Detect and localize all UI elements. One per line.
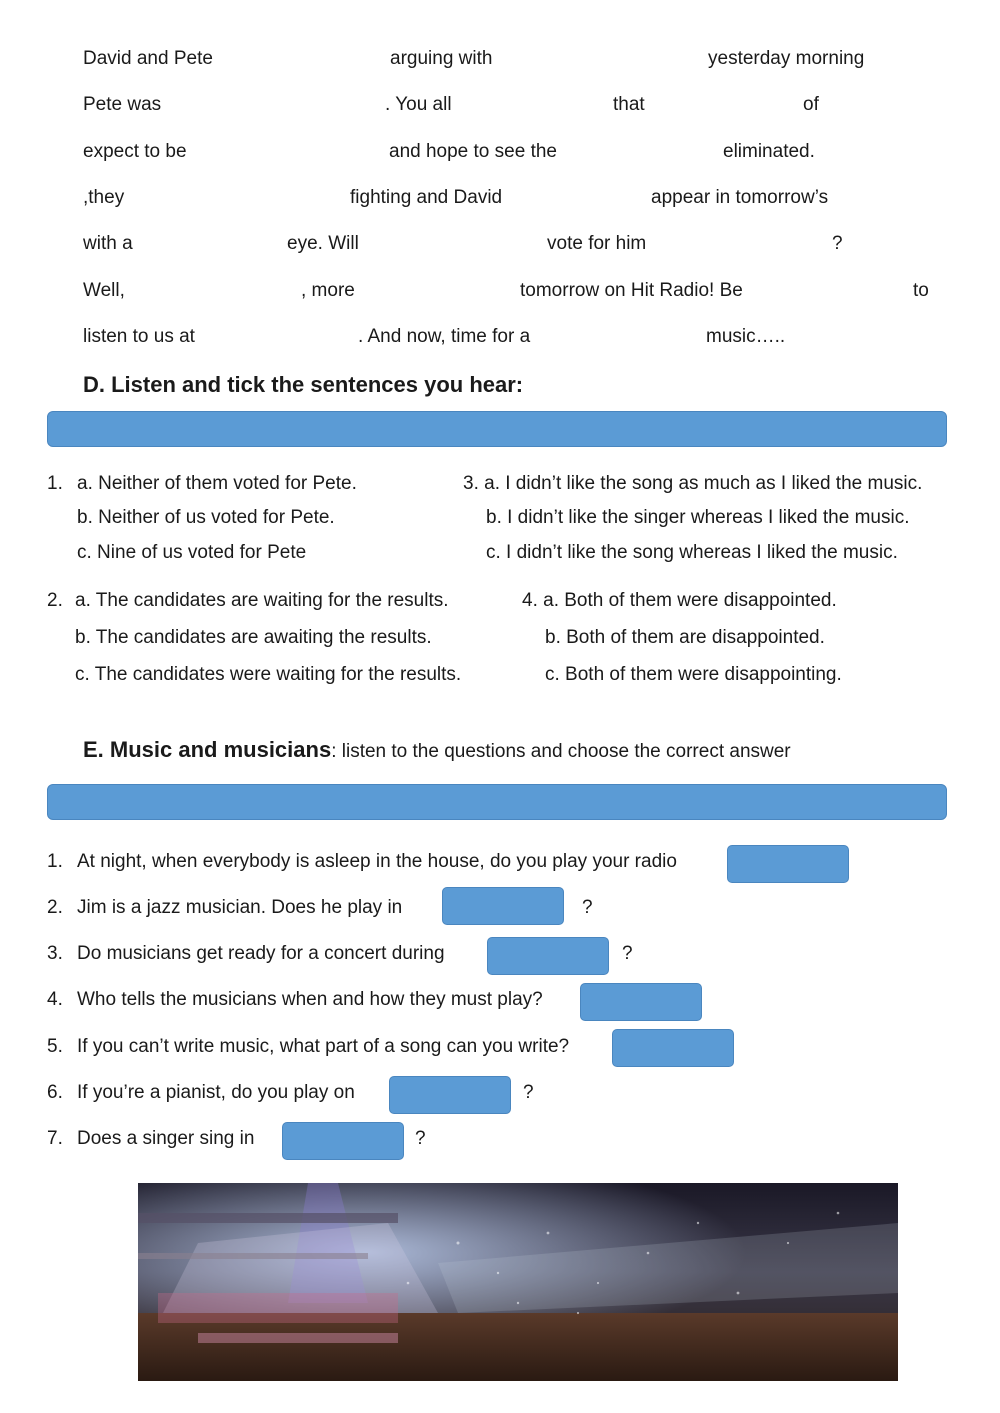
question-text: At night, when everybody is asleep in the house, do you play your radio	[77, 851, 677, 872]
question-number: 3.	[47, 943, 63, 964]
passage-text: that	[613, 94, 645, 115]
passage-text: ,they	[83, 187, 125, 208]
section-d-answer-bar[interactable]	[47, 411, 947, 447]
question-text: If you’re a pianist, do you play on	[77, 1082, 355, 1103]
option-2a: a. The candidates are waiting for the results.	[75, 590, 449, 611]
passage-text: yesterday morning	[708, 48, 865, 69]
section-e-title: E. Music and musicians	[83, 737, 332, 762]
option-2b: b. The candidates are awaiting the results.	[75, 627, 432, 648]
section-e-heading	[83, 739, 791, 763]
option-1b: b. Neither of us voted for Pete.	[77, 507, 335, 528]
passage-text: arguing with	[390, 48, 493, 69]
answer-dropdown-6[interactable]	[389, 1076, 511, 1114]
passage-text: . You all	[385, 94, 452, 115]
option-1a: a. Neither of them voted for Pete.	[77, 473, 357, 494]
section-d-heading: D. Listen and tick the sentences you hear:	[83, 372, 524, 397]
passage-text: music…..	[706, 326, 786, 347]
option-3a: 3. a. I didn’t like the song as much as I liked the music.	[463, 473, 923, 494]
passage-text: expect to be	[83, 141, 187, 162]
passage-text: with a	[83, 233, 133, 254]
passage-text: . And now, time for a	[358, 326, 531, 347]
section-e-instructions: : listen to the questions and choose the correct answer	[331, 741, 791, 762]
concert-photo	[138, 1183, 898, 1381]
question-number: 5.	[47, 1036, 63, 1057]
question-mark: ?	[622, 943, 633, 964]
section-e-answer-bar[interactable]	[47, 784, 947, 820]
answer-dropdown-2[interactable]	[442, 887, 564, 925]
option-2c: c. The candidates were waiting for the results.	[75, 664, 462, 685]
question-mark: ?	[415, 1128, 426, 1149]
passage-text: of	[803, 94, 819, 115]
answer-dropdown-5[interactable]	[612, 1029, 734, 1067]
option-4c: c. Both of them were disappointing.	[545, 664, 842, 685]
passage-text: eye. Will	[287, 233, 359, 254]
question-number: 1.	[47, 473, 63, 494]
passage-text: appear in tomorrow’s	[651, 187, 829, 208]
question-number: 7.	[47, 1128, 63, 1149]
question-number: 1.	[47, 851, 63, 872]
option-3c: c. I didn’t like the song whereas I liked the music.	[486, 542, 898, 563]
question-text: Jim is a jazz musician. Does he play in	[77, 897, 403, 918]
passage-text: Well,	[83, 280, 125, 301]
question-mark: ?	[582, 897, 593, 918]
passage-text: vote for him	[547, 233, 647, 254]
question-text: Does a singer sing in	[77, 1128, 255, 1149]
passage-text: eliminated.	[723, 141, 815, 162]
question-number: 6.	[47, 1082, 63, 1103]
option-4b: b. Both of them are disappointed.	[545, 627, 825, 648]
question-text: If you can’t write music, what part of a song can you write?	[77, 1036, 570, 1057]
question-number: 2.	[47, 590, 63, 611]
passage-text: tomorrow on Hit Radio! Be	[520, 280, 743, 301]
option-3b: b. I didn’t like the singer whereas I liked the music.	[486, 507, 910, 528]
question-number: 2.	[47, 897, 63, 918]
option-1c: c. Nine of us voted for Pete	[77, 542, 307, 563]
answer-dropdown-7[interactable]	[282, 1122, 404, 1160]
passage-text: Pete was	[83, 94, 162, 115]
answer-dropdown-1[interactable]	[727, 845, 849, 883]
passage-text: and hope to see the	[389, 141, 557, 162]
question-text: Who tells the musicians when and how they must play?	[77, 989, 543, 1010]
question-text: Do musicians get ready for a concert during	[77, 943, 445, 964]
passage-text: fighting and David	[350, 187, 503, 208]
question-mark: ?	[523, 1082, 534, 1103]
answer-dropdown-4[interactable]	[580, 983, 702, 1021]
passage-text: , more	[301, 280, 355, 301]
passage-text: to	[913, 280, 929, 301]
option-4a: 4. a. Both of them were disappointed.	[522, 590, 837, 611]
concert-illustration	[138, 1183, 898, 1381]
answer-dropdown-3[interactable]	[487, 937, 609, 975]
question-number: 4.	[47, 989, 63, 1010]
passage-text: David and Pete	[83, 48, 213, 69]
passage-text: ?	[832, 233, 843, 254]
passage-text: listen to us at	[83, 326, 195, 347]
